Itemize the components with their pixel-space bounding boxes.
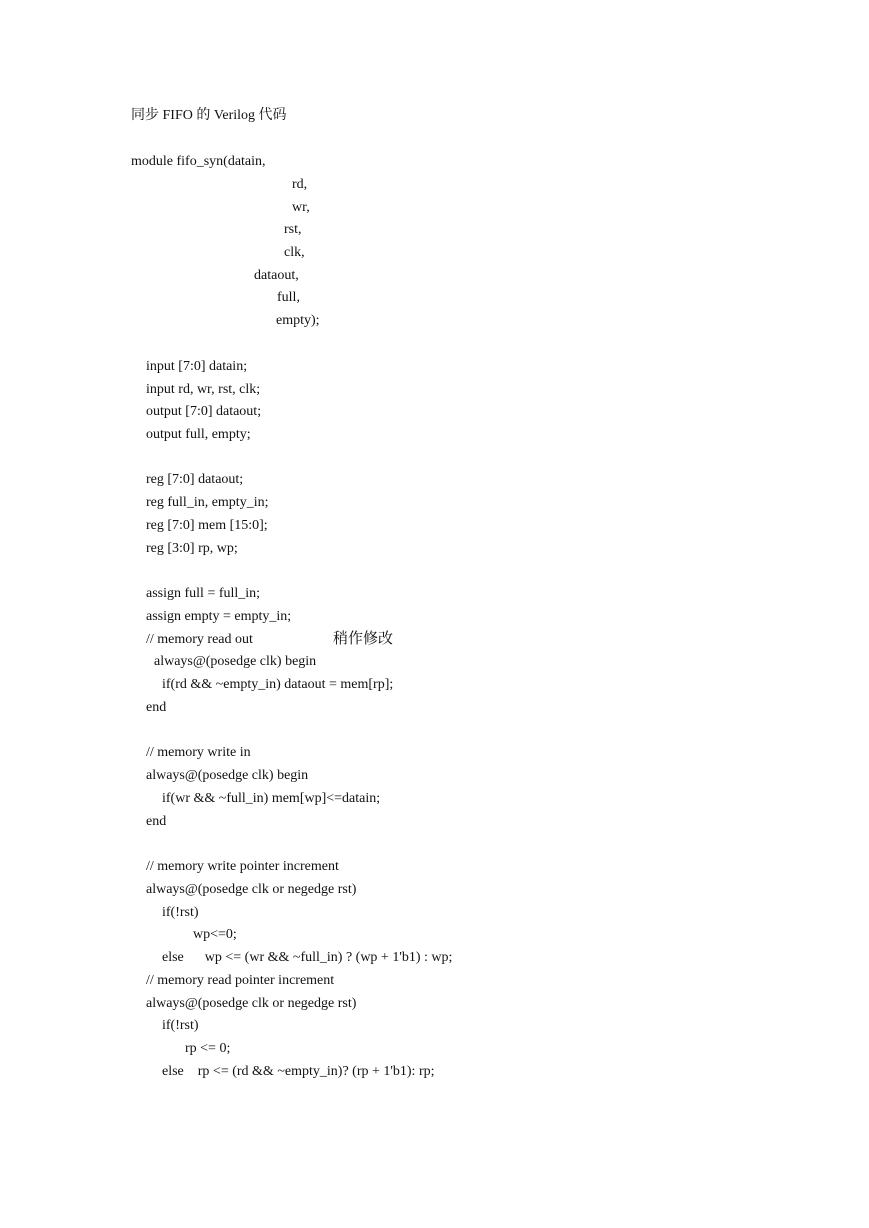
code-line: always@(posedge clk or negedge rst) (146, 882, 357, 897)
code-line: if(rd && ~empty_in) dataout = mem[rp]; (162, 677, 394, 692)
code-comment: // memory read pointer increment (146, 973, 335, 988)
code-line: always@(posedge clk) begin (154, 654, 317, 669)
code-line: if(wr && ~full_in) mem[wp]<=datain; (162, 791, 381, 806)
code-line: if(!rst) (162, 1018, 199, 1033)
code-line: reg full_in, empty_in; (146, 495, 269, 510)
document-title: 同步 FIFO 的 Verilog 代码 (131, 108, 287, 123)
code-line: clk, (284, 245, 305, 260)
code-line: else wp <= (wr && ~full_in) ? (wp + 1'b1) : wp; (162, 950, 453, 965)
code-line: module fifo_syn(datain, (131, 154, 266, 169)
code-line: reg [7:0] mem [15:0]; (146, 518, 268, 533)
code-line: input rd, wr, rst, clk; (146, 382, 261, 397)
code-line: rp <= 0; (185, 1041, 231, 1056)
code-line: end (146, 814, 167, 829)
code-line: reg [7:0] dataout; (146, 472, 244, 487)
code-line: dataout, (254, 268, 299, 283)
code-line: full, (277, 290, 300, 305)
code-line: output [7:0] dataout; (146, 404, 262, 419)
margin-annotation: 稍作修改 (333, 631, 394, 647)
code-comment: // memory write in (146, 745, 251, 760)
code-line: input [7:0] datain; (146, 359, 248, 374)
code-line: wr, (292, 200, 310, 215)
code-line: if(!rst) (162, 905, 199, 920)
code-line: always@(posedge clk) begin (146, 768, 309, 783)
code-comment: // memory read out (146, 632, 253, 647)
code-line: output full, empty; (146, 427, 251, 442)
code-line: assign full = full_in; (146, 586, 261, 601)
code-comment: // memory write pointer increment (146, 859, 339, 874)
code-line: end (146, 700, 167, 715)
code-line: rst, (284, 222, 302, 237)
code-line: always@(posedge clk or negedge rst) (146, 996, 357, 1011)
code-line: empty); (276, 313, 320, 328)
code-line: else rp <= (rd && ~empty_in)? (rp + 1'b1): rp; (162, 1064, 435, 1079)
code-line: reg [3:0] rp, wp; (146, 541, 238, 556)
code-line: rd, (292, 177, 308, 192)
code-line: wp<=0; (193, 927, 237, 942)
code-line: assign empty = empty_in; (146, 609, 292, 624)
